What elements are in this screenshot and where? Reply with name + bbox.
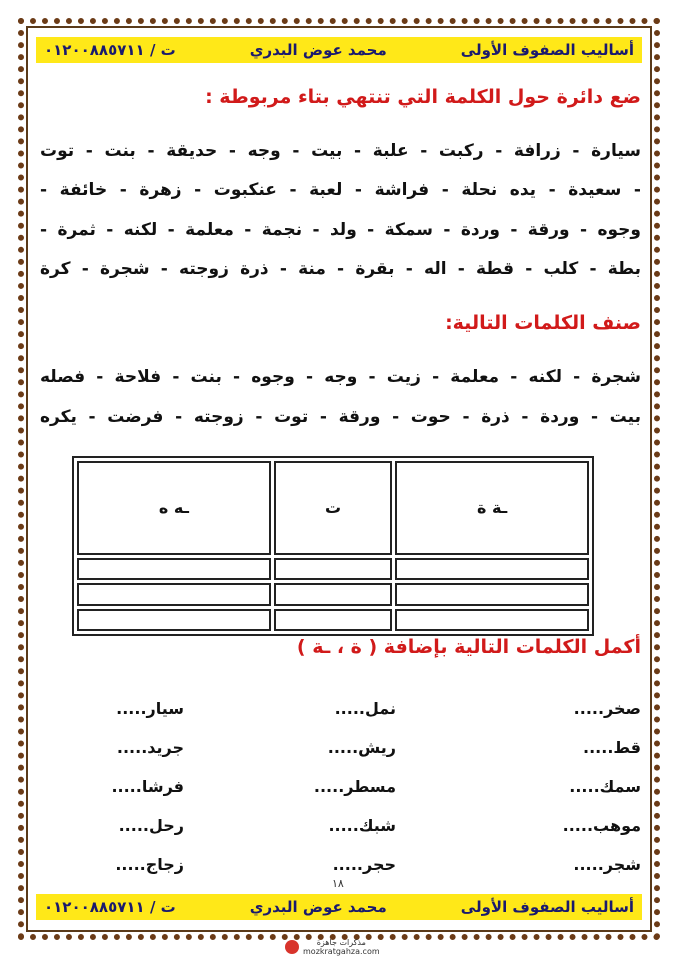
table-row bbox=[77, 558, 589, 580]
fill-word: جريد..... bbox=[116, 738, 184, 757]
table-cell[interactable] bbox=[77, 558, 271, 580]
fill-word: حجر..... bbox=[332, 855, 396, 874]
table-cell[interactable] bbox=[395, 609, 589, 632]
table-cell[interactable] bbox=[395, 558, 589, 580]
classification-table bbox=[72, 456, 594, 636]
fill-word: نمل..... bbox=[334, 699, 396, 718]
table-header-cell: ـه ه bbox=[77, 461, 271, 555]
section3-title: أكمل الكلمات التالية بإضافة ( ة ، ـة ) bbox=[296, 636, 641, 658]
section2-line: بيت - وردة - ذرة - حوت - ورقة - توت - زوجته - فرضت - يكره bbox=[40, 407, 641, 427]
header-band bbox=[36, 37, 642, 63]
logo-caption bbox=[303, 938, 380, 956]
fill-word: موهب..... bbox=[562, 816, 641, 835]
logo-icon bbox=[285, 940, 299, 954]
logo-url: mozkratgahza.com bbox=[303, 947, 380, 956]
table-header-cell: ـة ة bbox=[395, 461, 589, 555]
fill-word: ريش..... bbox=[327, 738, 396, 757]
section1-line: بطة - كلب - قطة - اله - بقرة - منة - ذرة زوجته - شجرة - كرة bbox=[40, 259, 641, 279]
fill-word: سمك..... bbox=[569, 777, 641, 796]
header-author: محمد عوض البدري bbox=[249, 41, 387, 59]
fill-word: مسطر..... bbox=[313, 777, 396, 796]
section2-line: شجرة - لكنه - معلمة - زيت - وجه - وجوه - بنت - فلاحة - فصله bbox=[40, 367, 641, 387]
footer-band bbox=[36, 894, 642, 920]
section1-line: - سعيدة - يده نحلة - فراشة - لعبة - عنكبوت - زهرة - خائفة - bbox=[40, 180, 641, 200]
table-cell[interactable] bbox=[77, 583, 271, 605]
fill-word: سيار..... bbox=[116, 699, 184, 718]
section1-line: سيارة - زرافة - ركبت - علبة - بيت - وجه - حديقة - بنت - توت bbox=[40, 141, 641, 161]
logo-name: مذكرات جاهزة bbox=[316, 938, 366, 947]
table-row bbox=[77, 609, 589, 632]
fill-word: قط..... bbox=[583, 738, 641, 757]
footer-author: محمد عوض البدري bbox=[249, 898, 387, 916]
fill-word: رحل..... bbox=[118, 816, 184, 835]
footer-phone: ت / ٠١٢٠٠٨٨٥٧١١ bbox=[44, 898, 176, 916]
footer-series: أساليب الصفوف الأولى bbox=[460, 898, 634, 916]
fill-word: شجر..... bbox=[573, 855, 641, 874]
page-number: ١٨ bbox=[332, 877, 344, 890]
fill-word: زجاج..... bbox=[115, 855, 184, 874]
header-phone: ت / ٠١٢٠٠٨٨٥٧١١ bbox=[44, 41, 176, 59]
table-cell[interactable] bbox=[77, 609, 271, 632]
fill-word: فرشا..... bbox=[111, 777, 184, 796]
table-header-row bbox=[77, 461, 589, 555]
table-row bbox=[77, 583, 589, 605]
table-cell[interactable] bbox=[395, 583, 589, 605]
section1-line: وجوه - ورقة - وردة - سمكة - ولد - نجمة - معلمة - لكنه - ثمرة - bbox=[40, 220, 641, 240]
fill-word: صخر..... bbox=[573, 699, 641, 718]
section1-title: ضع دائرة حول الكلمة التي تنتهي بتاء مربوطة : bbox=[205, 86, 641, 108]
fill-word: شبك..... bbox=[328, 816, 396, 835]
table-cell[interactable] bbox=[274, 609, 392, 632]
section2-title: صنف الكلمات التالية: bbox=[445, 312, 641, 334]
table-cell[interactable] bbox=[274, 583, 392, 605]
site-logo bbox=[285, 938, 380, 956]
table-cell[interactable] bbox=[274, 558, 392, 580]
table-header-cell: ت bbox=[274, 461, 392, 555]
header-series: أساليب الصفوف الأولى bbox=[460, 41, 634, 59]
